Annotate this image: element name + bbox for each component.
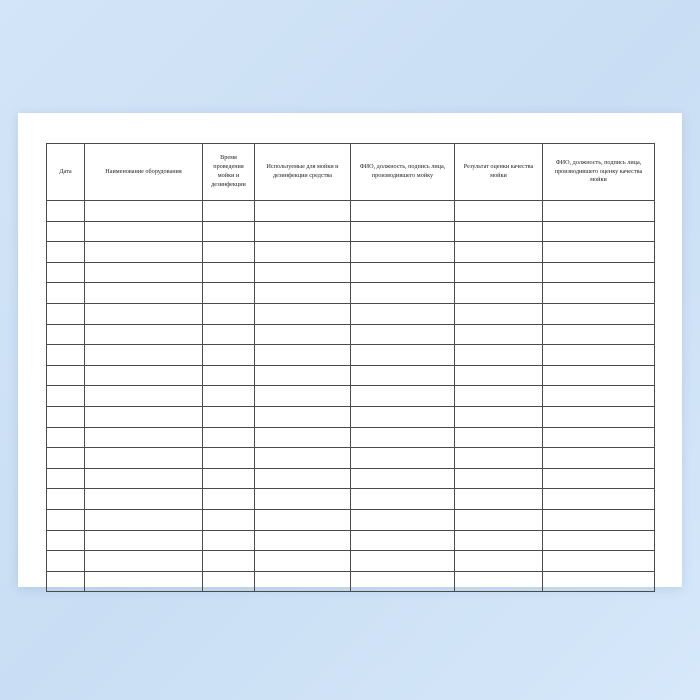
table-row xyxy=(47,221,655,242)
table-row xyxy=(47,489,655,510)
table-cell[interactable] xyxy=(255,262,351,283)
table-cell[interactable] xyxy=(455,530,543,551)
table-cell[interactable] xyxy=(85,448,203,469)
table-cell[interactable] xyxy=(47,242,85,263)
table-cell[interactable] xyxy=(255,201,351,222)
table-cell[interactable] xyxy=(543,448,655,469)
table-cell[interactable] xyxy=(455,571,543,592)
table-cell[interactable] xyxy=(455,551,543,572)
table-row xyxy=(47,427,655,448)
table-cell[interactable] xyxy=(203,324,255,345)
table-cell[interactable] xyxy=(255,406,351,427)
table-cell[interactable] xyxy=(47,386,85,407)
table-cell[interactable] xyxy=(47,221,85,242)
table-cell[interactable] xyxy=(47,571,85,592)
table-cell[interactable] xyxy=(85,406,203,427)
table-cell[interactable] xyxy=(85,303,203,324)
table-cell[interactable] xyxy=(351,303,455,324)
table-cell[interactable] xyxy=(543,468,655,489)
table-cell[interactable] xyxy=(47,345,85,366)
table-cell[interactable] xyxy=(47,427,85,448)
table-cell[interactable] xyxy=(85,262,203,283)
column-header-agents: Используемые для мойки и дезинфекции средства xyxy=(255,144,351,201)
table-cell[interactable] xyxy=(47,262,85,283)
table-row xyxy=(47,262,655,283)
table-cell[interactable] xyxy=(543,201,655,222)
table-row xyxy=(47,530,655,551)
table-row xyxy=(47,345,655,366)
table-cell[interactable] xyxy=(543,324,655,345)
table-cell[interactable] xyxy=(543,283,655,304)
table-row xyxy=(47,324,655,345)
table-body xyxy=(47,201,655,592)
table-cell[interactable] xyxy=(543,551,655,572)
table-cell[interactable] xyxy=(47,324,85,345)
table-cell[interactable] xyxy=(255,221,351,242)
table-cell[interactable] xyxy=(203,221,255,242)
table-row xyxy=(47,242,655,263)
table-row xyxy=(47,303,655,324)
table-cell[interactable] xyxy=(85,283,203,304)
table-cell[interactable] xyxy=(255,427,351,448)
table-row xyxy=(47,365,655,386)
table-cell[interactable] xyxy=(455,303,543,324)
table-cell[interactable] xyxy=(47,468,85,489)
table-cell[interactable] xyxy=(85,365,203,386)
table-header xyxy=(47,144,655,201)
table-row xyxy=(47,468,655,489)
table-cell[interactable] xyxy=(543,571,655,592)
table-cell[interactable] xyxy=(255,468,351,489)
table-cell[interactable] xyxy=(543,530,655,551)
table-cell[interactable] xyxy=(47,283,85,304)
table-cell[interactable] xyxy=(455,283,543,304)
table-row xyxy=(47,509,655,530)
table-cell[interactable] xyxy=(543,262,655,283)
table-cell[interactable] xyxy=(203,571,255,592)
table-cell[interactable] xyxy=(47,509,85,530)
journal-table-container xyxy=(46,143,654,592)
table-cell[interactable] xyxy=(351,551,455,572)
table-cell[interactable] xyxy=(203,448,255,469)
table-cell[interactable] xyxy=(203,303,255,324)
table-cell[interactable] xyxy=(85,468,203,489)
table-cell[interactable] xyxy=(255,489,351,510)
table-cell[interactable] xyxy=(203,345,255,366)
table-cell[interactable] xyxy=(203,406,255,427)
paper-sheet xyxy=(18,113,682,587)
table-cell[interactable] xyxy=(255,345,351,366)
table-cell[interactable] xyxy=(543,489,655,510)
table-cell[interactable] xyxy=(543,242,655,263)
table-cell[interactable] xyxy=(255,242,351,263)
column-header-equipment-name: Наименование оборудования xyxy=(85,144,203,201)
table-cell[interactable] xyxy=(455,365,543,386)
table-cell[interactable] xyxy=(351,324,455,345)
table-cell[interactable] xyxy=(543,386,655,407)
table-cell[interactable] xyxy=(455,262,543,283)
table-cell[interactable] xyxy=(255,530,351,551)
table-cell[interactable] xyxy=(255,303,351,324)
table-cell[interactable] xyxy=(203,489,255,510)
table-cell[interactable] xyxy=(203,468,255,489)
table-cell[interactable] xyxy=(47,406,85,427)
table-cell[interactable] xyxy=(203,365,255,386)
table-cell[interactable] xyxy=(455,427,543,448)
table-cell[interactable] xyxy=(543,221,655,242)
column-header-date: Дата xyxy=(47,144,85,201)
table-cell[interactable] xyxy=(351,468,455,489)
table-cell[interactable] xyxy=(85,242,203,263)
table-cell[interactable] xyxy=(455,448,543,469)
table-cell[interactable] xyxy=(203,509,255,530)
table-row xyxy=(47,448,655,469)
table-cell[interactable] xyxy=(455,468,543,489)
column-header-time: Время проведения мойки и дезинфекции xyxy=(203,144,255,201)
table-row xyxy=(47,406,655,427)
table-cell[interactable] xyxy=(85,571,203,592)
table-cell[interactable] xyxy=(351,427,455,448)
table-cell[interactable] xyxy=(47,365,85,386)
table-cell[interactable] xyxy=(47,551,85,572)
table-cell[interactable] xyxy=(47,448,85,469)
table-cell[interactable] xyxy=(85,386,203,407)
table-cell[interactable] xyxy=(543,303,655,324)
table-cell[interactable] xyxy=(203,262,255,283)
table-cell[interactable] xyxy=(255,386,351,407)
table-cell[interactable] xyxy=(351,406,455,427)
table-header-row xyxy=(47,144,655,201)
table-cell[interactable] xyxy=(543,345,655,366)
table-cell[interactable] xyxy=(351,221,455,242)
table-cell[interactable] xyxy=(203,530,255,551)
table-cell[interactable] xyxy=(455,386,543,407)
table-cell[interactable] xyxy=(255,509,351,530)
table-cell[interactable] xyxy=(351,262,455,283)
table-row xyxy=(47,283,655,304)
table-cell[interactable] xyxy=(543,406,655,427)
table-cell[interactable] xyxy=(455,489,543,510)
table-cell[interactable] xyxy=(455,406,543,427)
table-cell[interactable] xyxy=(85,530,203,551)
table-cell[interactable] xyxy=(351,201,455,222)
table-cell[interactable] xyxy=(85,324,203,345)
table-row xyxy=(47,201,655,222)
table-cell[interactable] xyxy=(351,365,455,386)
table-cell[interactable] xyxy=(351,386,455,407)
table-cell[interactable] xyxy=(85,489,203,510)
table-cell[interactable] xyxy=(351,530,455,551)
table-cell[interactable] xyxy=(455,509,543,530)
table-cell[interactable] xyxy=(203,242,255,263)
table-cell[interactable] xyxy=(203,386,255,407)
table-cell[interactable] xyxy=(543,427,655,448)
column-header-quality-result: Результат оценки качества мойки xyxy=(455,144,543,201)
table-row xyxy=(47,386,655,407)
table-cell[interactable] xyxy=(455,324,543,345)
table-cell[interactable] xyxy=(455,201,543,222)
table-cell[interactable] xyxy=(47,201,85,222)
table-cell[interactable] xyxy=(455,221,543,242)
table-cell[interactable] xyxy=(85,509,203,530)
journal-table xyxy=(46,143,655,592)
table-row xyxy=(47,571,655,592)
table-cell[interactable] xyxy=(455,242,543,263)
table-cell[interactable] xyxy=(351,571,455,592)
column-header-performer: ФИО, должность, подпись лица, производившего мойку xyxy=(351,144,455,201)
table-cell[interactable] xyxy=(203,283,255,304)
table-cell[interactable] xyxy=(255,448,351,469)
table-row xyxy=(47,551,655,572)
table-cell[interactable] xyxy=(255,283,351,304)
table-cell[interactable] xyxy=(351,489,455,510)
table-cell[interactable] xyxy=(255,365,351,386)
table-cell[interactable] xyxy=(351,242,455,263)
table-cell[interactable] xyxy=(203,201,255,222)
table-cell[interactable] xyxy=(203,427,255,448)
table-cell[interactable] xyxy=(255,551,351,572)
table-cell[interactable] xyxy=(203,551,255,572)
table-cell[interactable] xyxy=(351,345,455,366)
table-cell[interactable] xyxy=(255,324,351,345)
table-cell[interactable] xyxy=(85,551,203,572)
column-header-assessor: ФИО, должность, подпись лица, производившего оценку качества мойки xyxy=(543,144,655,201)
table-cell[interactable] xyxy=(255,571,351,592)
table-cell[interactable] xyxy=(47,489,85,510)
table-cell[interactable] xyxy=(543,365,655,386)
table-cell[interactable] xyxy=(85,221,203,242)
table-cell[interactable] xyxy=(47,530,85,551)
table-cell[interactable] xyxy=(351,448,455,469)
table-cell[interactable] xyxy=(85,345,203,366)
table-cell[interactable] xyxy=(47,303,85,324)
table-cell[interactable] xyxy=(351,283,455,304)
table-cell[interactable] xyxy=(85,427,203,448)
table-cell[interactable] xyxy=(455,345,543,366)
table-cell[interactable] xyxy=(351,509,455,530)
table-cell[interactable] xyxy=(85,201,203,222)
table-cell[interactable] xyxy=(543,509,655,530)
